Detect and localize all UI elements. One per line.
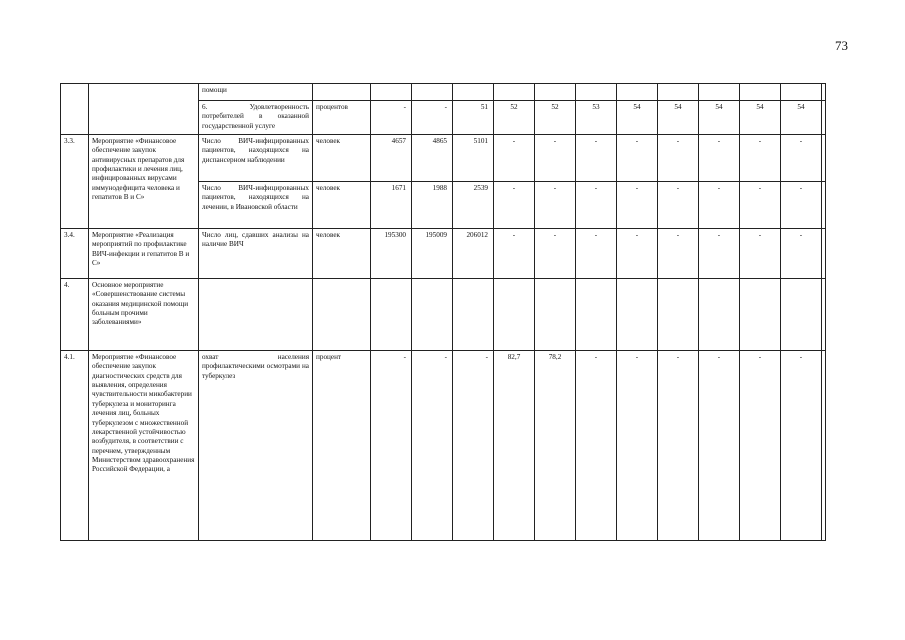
value-cell <box>699 279 740 351</box>
value-cell: 54 <box>617 101 658 135</box>
value-cell: 195300 <box>371 229 412 279</box>
value-cell: - <box>453 351 494 541</box>
value-cell: - <box>699 182 740 229</box>
value-cell <box>822 101 826 135</box>
event-name-cell: Мероприятие «Финансовое обеспечение закупок диагностических средств для выявления, определения чувствительности микобактерии туберкулеза и мониторинга лечения лиц, больных туберкулезом с множественной лекарственной устойчивостью возбудителя, в соответствии с перечнем, утвержденным Министерством здравоохранения Российской Федерации, а <box>89 351 199 541</box>
value-cell <box>822 135 826 182</box>
value-cell: 54 <box>781 101 822 135</box>
table-row <box>61 135 826 182</box>
value-cell: - <box>658 229 699 279</box>
value-cell: 54 <box>658 101 699 135</box>
value-cell: - <box>535 135 576 182</box>
value-cell: 51 <box>453 101 494 135</box>
value-cell <box>822 351 826 541</box>
value-cell: - <box>535 229 576 279</box>
value-cell: - <box>740 229 781 279</box>
event-name-cell: Мероприятие «Финансовое обеспечение закупок антивирусных препаратов для профилактики и лечения лиц, инфицированных вирусами иммунодефицита человека и гепатитов В и С» <box>89 135 199 229</box>
value-cell <box>822 279 826 351</box>
unit-cell: человек <box>313 229 371 279</box>
indicator-cell: охват населения профилактическими осмотрами на туберкулез <box>199 351 313 541</box>
value-cell <box>412 84 453 101</box>
value-cell <box>781 279 822 351</box>
value-cell: - <box>576 182 617 229</box>
value-cell <box>494 84 535 101</box>
indicator-cell <box>199 279 313 351</box>
value-cell: - <box>576 351 617 541</box>
value-cell <box>371 84 412 101</box>
value-cell <box>494 279 535 351</box>
value-cell: - <box>617 351 658 541</box>
unit-cell <box>313 279 371 351</box>
value-cell <box>371 279 412 351</box>
table-row <box>61 84 826 101</box>
value-cell: - <box>412 351 453 541</box>
value-cell: - <box>494 229 535 279</box>
value-cell <box>535 279 576 351</box>
value-cell: - <box>494 135 535 182</box>
page-number: 73 <box>835 38 848 53</box>
value-cell: - <box>617 135 658 182</box>
value-cell: 1671 <box>371 182 412 229</box>
value-cell: 52 <box>494 101 535 135</box>
value-cell: - <box>781 351 822 541</box>
value-cell: 4657 <box>371 135 412 182</box>
table-row <box>61 229 826 279</box>
value-cell: - <box>371 101 412 135</box>
value-cell: - <box>658 182 699 229</box>
value-cell: 2539 <box>453 182 494 229</box>
value-cell <box>576 279 617 351</box>
value-cell <box>412 279 453 351</box>
value-cell <box>576 84 617 101</box>
value-cell: 5101 <box>453 135 494 182</box>
event-name-cell <box>89 84 199 135</box>
value-cell: - <box>740 182 781 229</box>
value-cell: - <box>699 351 740 541</box>
value-cell: - <box>740 351 781 541</box>
value-cell: - <box>494 182 535 229</box>
value-cell: - <box>658 351 699 541</box>
value-cell: - <box>781 229 822 279</box>
value-cell: - <box>740 135 781 182</box>
row-number-cell: 4.1. <box>61 351 89 541</box>
value-cell <box>699 84 740 101</box>
indicators-table <box>60 83 826 541</box>
unit-cell: человек <box>313 182 371 229</box>
value-cell: - <box>781 135 822 182</box>
value-cell: 54 <box>699 101 740 135</box>
value-cell <box>617 84 658 101</box>
indicator-cell: Число ВИЧ-инфицированных пациентов, находящихся на лечении, в Ивановской области <box>199 182 313 229</box>
value-cell: - <box>576 135 617 182</box>
indicator-cell: помощи <box>199 84 313 101</box>
value-cell <box>658 279 699 351</box>
value-cell: - <box>617 182 658 229</box>
value-cell: 1988 <box>412 182 453 229</box>
value-cell <box>822 229 826 279</box>
event-name-cell: Мероприятие «Реализация мероприятий по профилактике ВИЧ-инфекции и гепатитов В и С» <box>89 229 199 279</box>
indicator-cell: 6. Удовлетворенность потребителей в оказанной государственной услуге <box>199 101 313 135</box>
value-cell: - <box>699 229 740 279</box>
value-cell: 54 <box>740 101 781 135</box>
value-cell <box>822 182 826 229</box>
unit-cell: процентов <box>313 101 371 135</box>
value-cell: 53 <box>576 101 617 135</box>
row-number-cell: 4. <box>61 279 89 351</box>
value-cell <box>658 84 699 101</box>
row-number-cell <box>61 84 89 135</box>
unit-cell <box>313 84 371 101</box>
unit-cell: человек <box>313 135 371 182</box>
row-number-cell: 3.3. <box>61 135 89 229</box>
value-cell: - <box>576 229 617 279</box>
value-cell: - <box>699 135 740 182</box>
value-cell <box>535 84 576 101</box>
value-cell: 195009 <box>412 229 453 279</box>
value-cell: - <box>617 229 658 279</box>
indicator-cell: Число лиц, сдавших анализы на наличие ВИЧ <box>199 229 313 279</box>
value-cell: 4865 <box>412 135 453 182</box>
value-cell: - <box>658 135 699 182</box>
value-cell: - <box>412 101 453 135</box>
value-cell: - <box>781 182 822 229</box>
value-cell: - <box>535 182 576 229</box>
value-cell <box>453 84 494 101</box>
value-cell <box>453 279 494 351</box>
row-number-cell: 3.4. <box>61 229 89 279</box>
value-cell <box>822 84 826 101</box>
value-cell: - <box>371 351 412 541</box>
value-cell <box>740 84 781 101</box>
table-row <box>61 351 826 541</box>
event-name-cell: Основное мероприятие «Совершенствование системы оказания медицинской помощи больным прочими заболеваниями» <box>89 279 199 351</box>
value-cell: 82,7 <box>494 351 535 541</box>
unit-cell: процент <box>313 351 371 541</box>
value-cell: 78,2 <box>535 351 576 541</box>
value-cell <box>781 84 822 101</box>
value-cell: 206012 <box>453 229 494 279</box>
value-cell <box>617 279 658 351</box>
indicator-cell: Число ВИЧ-инфицированных пациентов, находящихся на диспансерном наблюдении <box>199 135 313 182</box>
value-cell <box>740 279 781 351</box>
table-row <box>61 279 826 351</box>
value-cell: 52 <box>535 101 576 135</box>
